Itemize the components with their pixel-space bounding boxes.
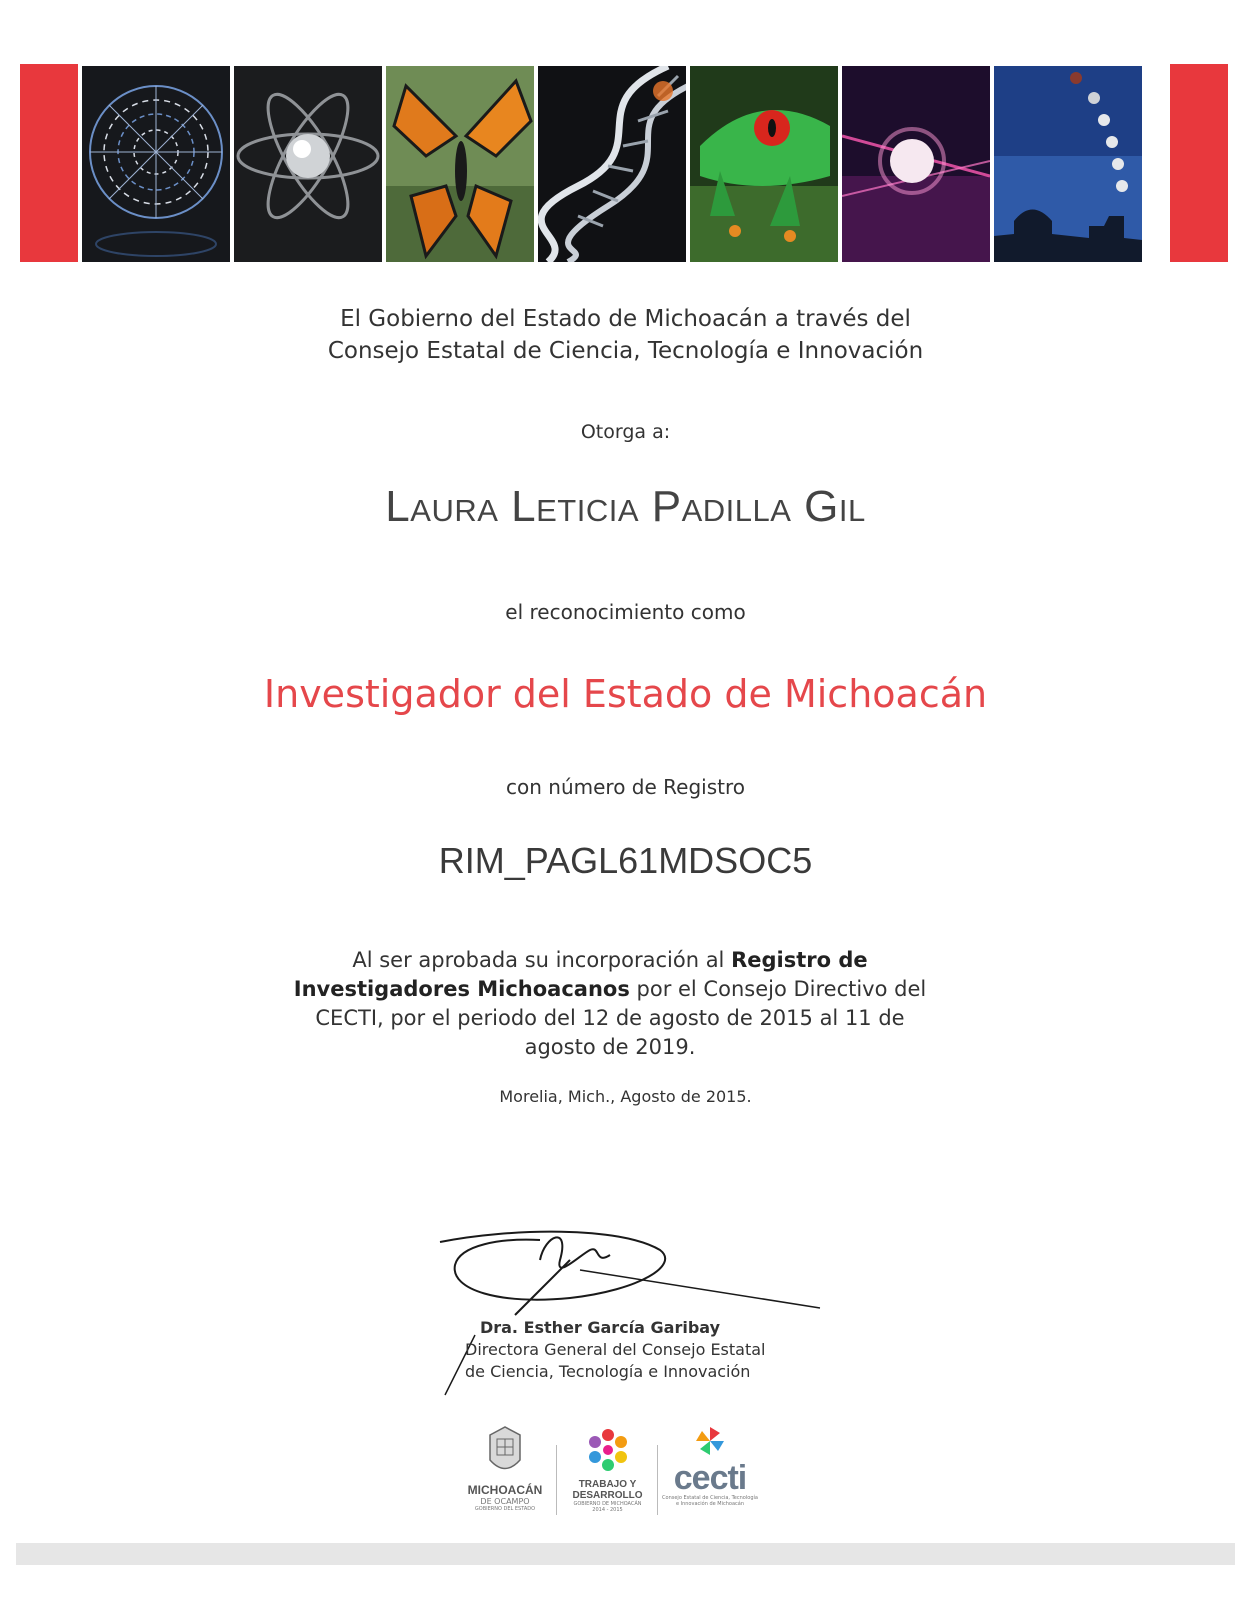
laser-sphere-image bbox=[842, 66, 990, 262]
cecti-logo bbox=[660, 1425, 760, 1520]
registry-number: RIM_PAGL61MDSOC5 bbox=[438, 840, 813, 881]
logo-divider bbox=[556, 1445, 557, 1515]
red-accent-bar-left bbox=[20, 64, 78, 262]
approval-text-1: Al ser aprobada su incorporación al bbox=[352, 948, 732, 972]
institution-logos bbox=[450, 1425, 770, 1525]
michoacan-name: MICHOACÁN bbox=[467, 1483, 543, 1497]
approval-text-2: por el Consejo Directivo del CECTI, por el periodo del 12 de agosto de 2015 al 11 de agosto de 2019. bbox=[315, 977, 927, 1059]
intro-line-1: El Gobierno del Estado de Michoacán a través del bbox=[340, 306, 911, 332]
signatory-name: Dra. Esther García Garibay bbox=[479, 1318, 721, 1337]
red-accent-bar-right bbox=[1170, 64, 1228, 262]
issuer-intro bbox=[0, 303, 1251, 367]
awarded-to-label: Otorga a: bbox=[580, 421, 671, 443]
footer-bar bbox=[16, 1543, 1235, 1565]
butterfly-image bbox=[386, 66, 534, 262]
approval-registry-name: Registro de Investigadores Michoacanos bbox=[293, 948, 868, 1001]
eclipse-observatory-image bbox=[994, 66, 1142, 262]
place-and-date: Morelia, Mich., Agosto de 2015. bbox=[499, 1087, 752, 1106]
trabajo-desarrollo-logo bbox=[560, 1425, 655, 1520]
atom-image bbox=[234, 66, 382, 262]
signatory-block bbox=[465, 1317, 795, 1383]
cecti-sub-2: e Innovación de Michoacán bbox=[675, 1501, 745, 1507]
cecti-wordmark: cecti bbox=[673, 1459, 747, 1497]
frog-image bbox=[690, 66, 838, 262]
intro-line-2: Consejo Estatal de Ciencia, Tecnología e Innovación bbox=[327, 338, 924, 364]
signatory-role-2: de Ciencia, Tecnología e Innovación bbox=[465, 1362, 751, 1381]
trabajo-years: 2014 - 2015 bbox=[592, 1507, 623, 1513]
trabajo-line-1: TRABAJO Y bbox=[578, 1479, 637, 1490]
trabajo-caption: GOBIERNO DE MICHOACÁN bbox=[573, 1501, 642, 1507]
trabajo-line-2: DESARROLLO bbox=[572, 1490, 643, 1501]
pinwheel-icon bbox=[690, 1425, 730, 1457]
recipient-name: Laura Leticia Padilla Gil bbox=[385, 482, 866, 531]
registry-label: con número de Registro bbox=[506, 775, 745, 799]
recognition-label: el reconocimiento como bbox=[505, 600, 746, 624]
flower-icon bbox=[583, 1425, 633, 1475]
award-title: Investigador del Estado de Michoacán bbox=[263, 672, 988, 716]
signatory-role-1: Directora General del Consejo Estatal bbox=[465, 1340, 766, 1359]
state-coat-of-arms-icon bbox=[485, 1425, 525, 1480]
cecti-sub-1: Consejo Estatal de Ciencia, Tecnología bbox=[662, 1495, 758, 1501]
image-banner bbox=[20, 64, 1208, 266]
michoacan-logo bbox=[455, 1425, 555, 1520]
michoacan-caption: GOBIERNO DEL ESTADO bbox=[474, 1506, 536, 1512]
fullerene-image bbox=[82, 66, 230, 262]
dna-image bbox=[538, 66, 686, 262]
logo-divider bbox=[657, 1445, 658, 1515]
approval-statement bbox=[290, 946, 930, 1062]
michoacan-sub: DE OCAMPO bbox=[480, 1497, 530, 1506]
